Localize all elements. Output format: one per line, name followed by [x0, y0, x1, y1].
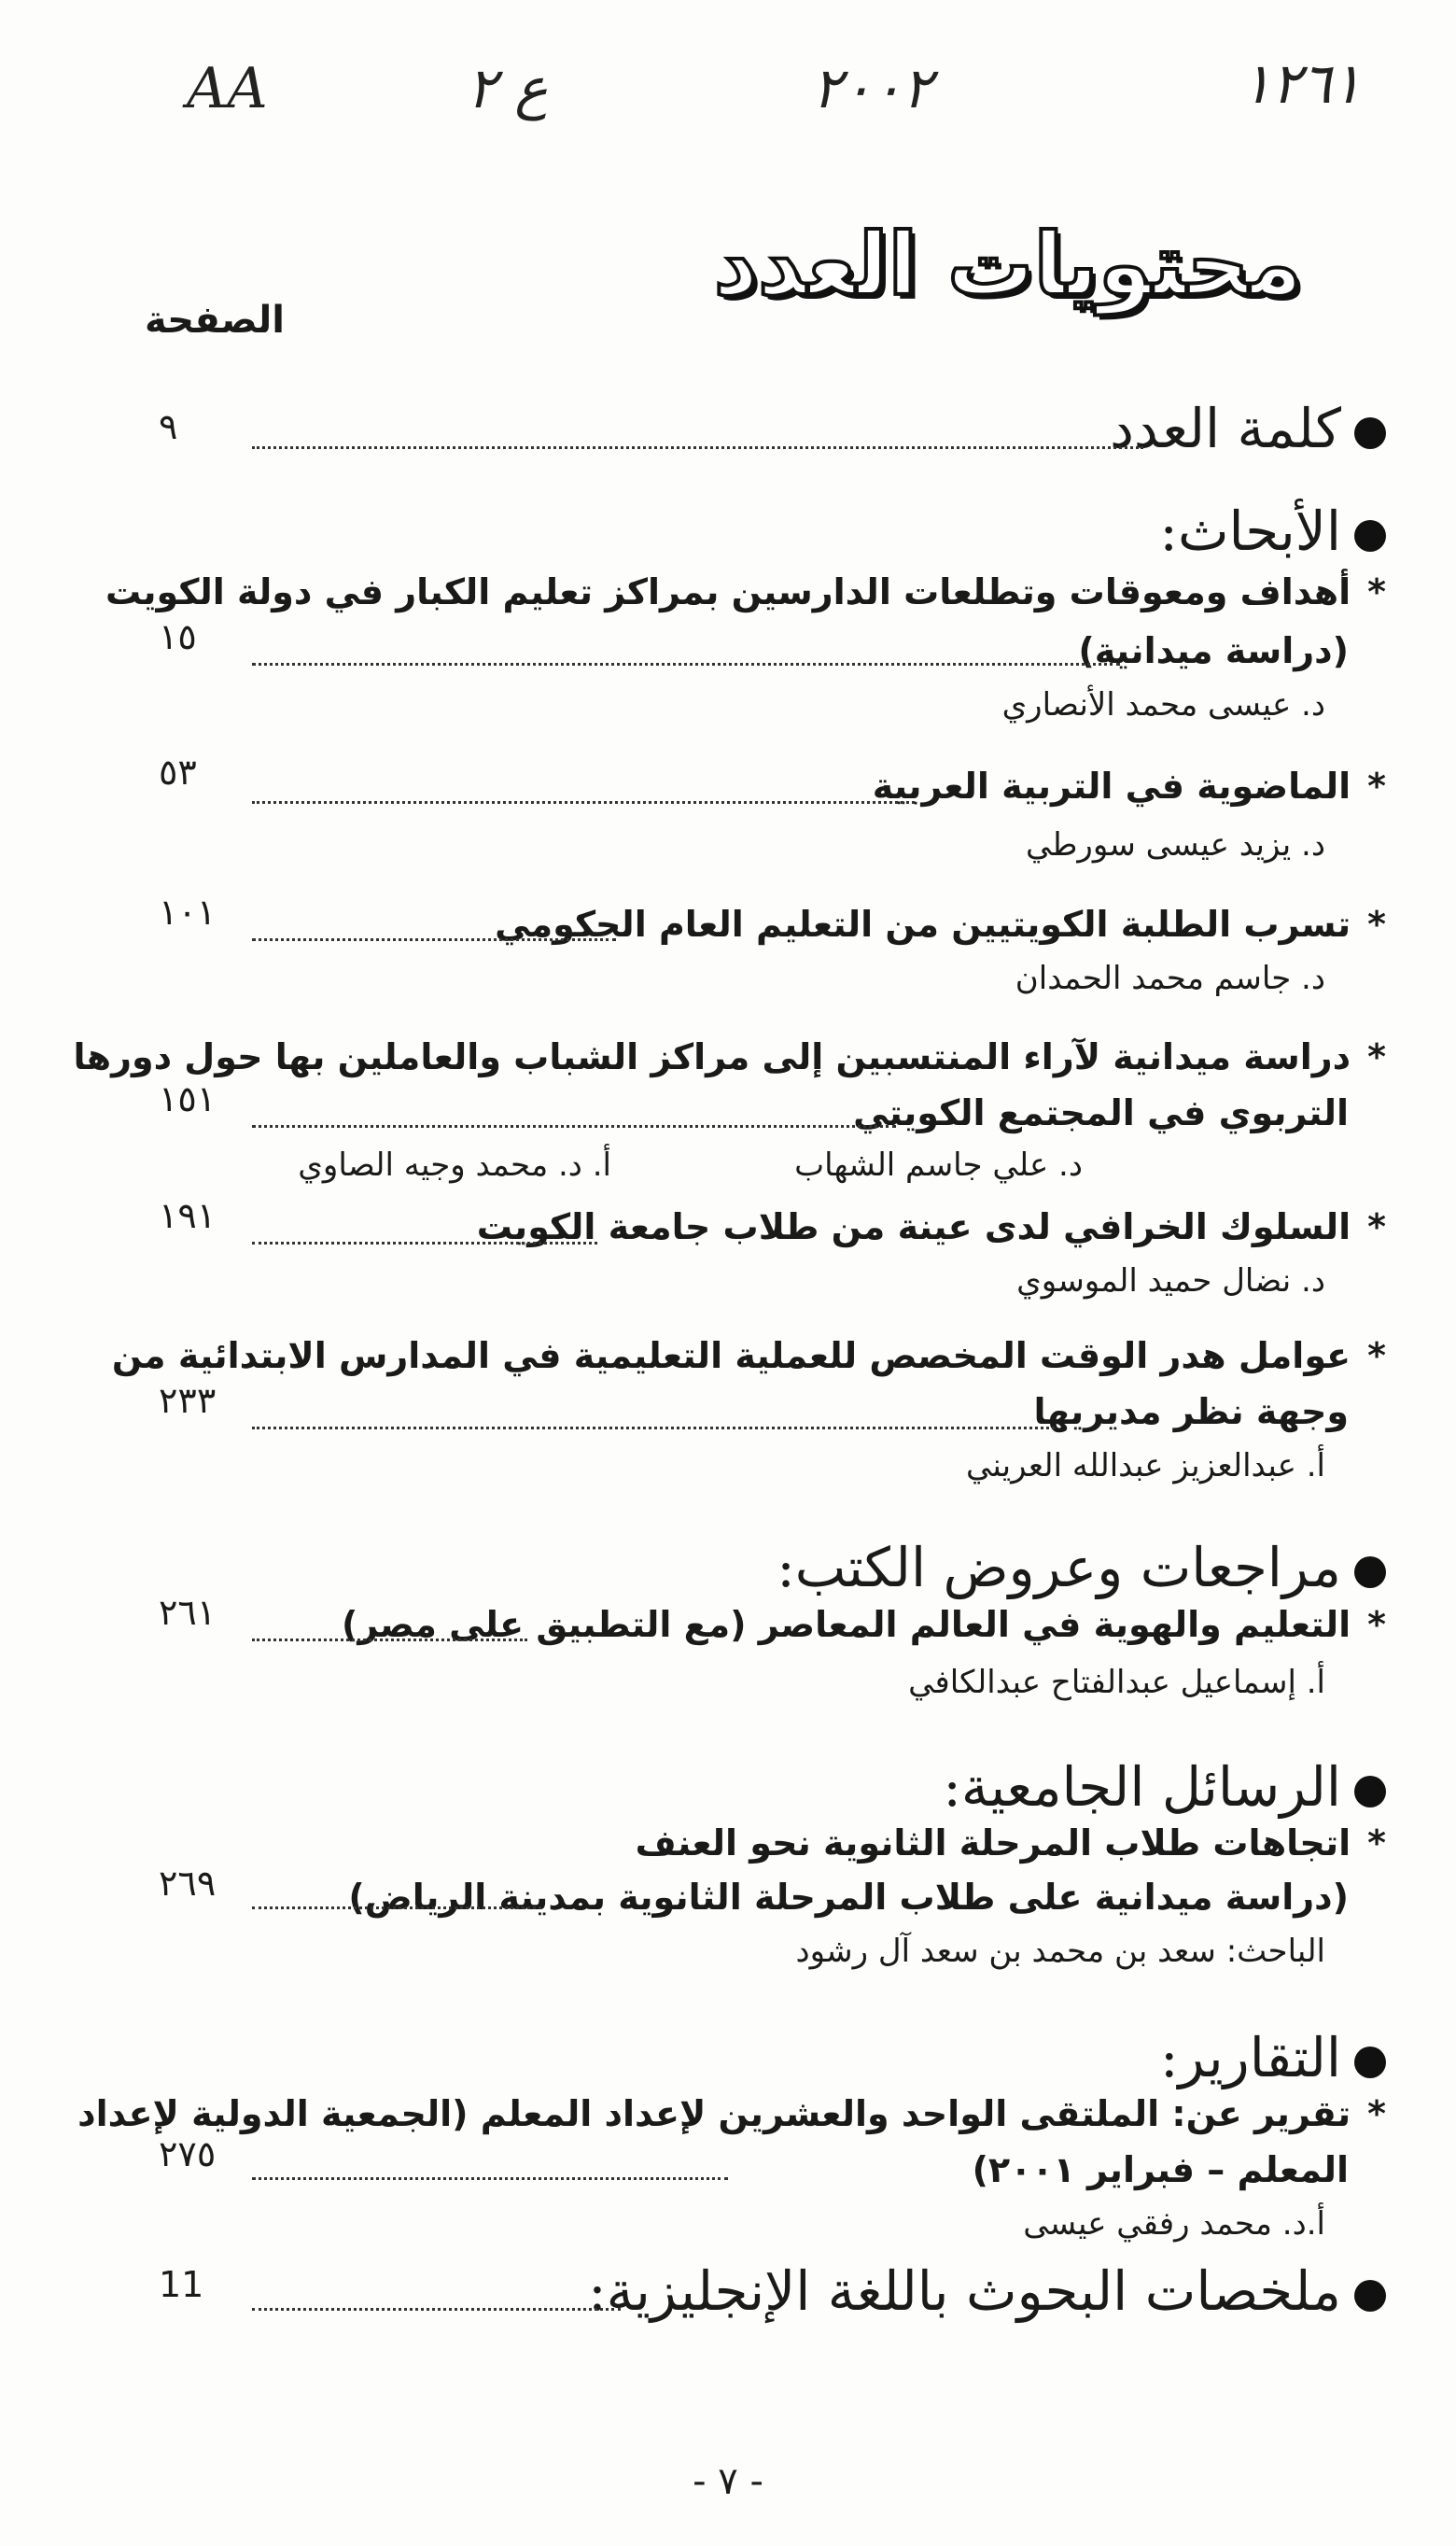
- bullet-icon: [1354, 2047, 1386, 2078]
- theses-heading: الرسائل الجامعية:: [943, 1755, 1386, 1819]
- research-item-4[interactable]: *دراسة ميدانية لآراء المنتسبين إلى مراكز الشباب والعاملين بها حول دورها: [73, 1036, 1386, 1077]
- page-title: محتويات العدد: [713, 215, 1303, 315]
- page-ref: ٢٣٣: [159, 1380, 217, 1421]
- leader-dots: [252, 1242, 597, 1245]
- leader-dots: [252, 801, 915, 804]
- page-ref: 11: [159, 2264, 204, 2305]
- handwritten-year: ٢٠٠٢: [812, 56, 932, 121]
- author: د. عيسى محمد الأنصاري: [1001, 686, 1325, 724]
- leader-dots: [252, 1639, 527, 1641]
- page-ref: ٥٣: [159, 752, 197, 793]
- thesis-item-1[interactable]: *اتجاهات طلاب المرحلة الثانوية نحو العنف: [635, 1822, 1386, 1864]
- reports-heading: التقارير:: [1160, 2026, 1386, 2089]
- author: الباحث: سعد بن محمد بن سعد آل رشود: [795, 1933, 1325, 1970]
- research-item-1-cont: (دراسة ميدانية): [1078, 630, 1349, 671]
- page-ref: ١٥١: [159, 1078, 217, 1119]
- handwritten-number-2: ع ٢: [467, 56, 549, 121]
- leader-dots: [252, 1906, 541, 1909]
- author: د. نضال حميد الموسوي: [1016, 1262, 1325, 1300]
- review-item-1[interactable]: *التعليم والهوية في العالم المعاصر (مع التطبيق على مصر): [341, 1604, 1386, 1645]
- leader-dots: [252, 1427, 1055, 1429]
- handwritten-number-1: AA: [187, 56, 268, 121]
- leader-dots: [252, 663, 1120, 666]
- leader-dots: [252, 1125, 896, 1128]
- research-item-4-cont: التربوي في المجتمع الكويتي: [853, 1092, 1349, 1133]
- author: د. جاسم محمد الحمدان: [1015, 960, 1325, 997]
- editorial-heading[interactable]: كلمة العدد: [1110, 397, 1386, 460]
- leader-dots: [252, 2177, 728, 2180]
- page-ref: ١٥: [159, 616, 197, 657]
- page-ref: ٢٧٥: [159, 2133, 217, 2174]
- author: أ. عبدالعزيز عبدالله العريني: [966, 1447, 1325, 1484]
- page-ref: ٢٦١: [159, 1592, 217, 1633]
- page-column-label: الصفحة: [145, 299, 286, 342]
- abstracts-heading[interactable]: ملخصات البحوث باللغة الإنجليزية:: [588, 2259, 1386, 2323]
- page-ref: ١٠١: [159, 892, 217, 933]
- bullet-icon: [1354, 520, 1386, 552]
- thesis-item-1-cont: (دراسة ميدانية على طلاب المرحلة الثانوية بمدينة الرياض): [348, 1877, 1349, 1918]
- bullet-icon: [1354, 417, 1386, 449]
- bullet-icon: [1354, 1776, 1386, 1808]
- author: د. علي جاسم الشهاب: [794, 1146, 1083, 1184]
- page-ref: ٩: [159, 406, 178, 447]
- research-item-5[interactable]: *السلوك الخرافي لدى عينة من طلاب جامعة الكويت: [476, 1206, 1386, 1247]
- research-item-6-cont: وجهة نظر مديريها: [1033, 1391, 1349, 1432]
- leader-dots: [252, 446, 1143, 449]
- leader-dots: [252, 2308, 621, 2311]
- page-number: - ٧ -: [693, 2460, 763, 2503]
- author: أ.د. محمد رفقي عيسى: [1023, 2205, 1325, 2243]
- page-ref: ١٩١: [159, 1195, 217, 1236]
- research-heading: الأبحاث:: [1159, 499, 1386, 563]
- author: أ. إسماعيل عبدالفتاح عبدالكافي: [908, 1664, 1325, 1701]
- research-item-2[interactable]: *الماضوية في التربية العربية: [872, 766, 1386, 807]
- bullet-icon: [1354, 1556, 1386, 1588]
- research-item-6[interactable]: *عوامل هدر الوقت المخصص للعملية التعليمية في المدارس الابتدائية من: [111, 1335, 1386, 1376]
- leader-dots: [252, 938, 616, 941]
- author: د. يزيد عيسى سورطي: [1026, 826, 1325, 864]
- bullet-icon: [1354, 2280, 1386, 2312]
- handwritten-code: ١٢٦١: [1241, 51, 1362, 117]
- author-2: أ. د. محمد وجيه الصاوي: [298, 1146, 611, 1184]
- report-item-1[interactable]: *تقرير عن: الملتقى الواحد والعشرين لإعداد المعلم (الجمعية الدولية لإعداد: [77, 2093, 1386, 2134]
- page-ref: ٢٦٩: [159, 1863, 217, 1904]
- reviews-heading: مراجعات وعروض الكتب:: [777, 1536, 1386, 1599]
- report-item-1-cont: المعلم – فبراير ٢٠٠١): [972, 2149, 1349, 2190]
- research-item-3[interactable]: *تسرب الطلبة الكويتيين من التعليم العام الحكومي: [495, 904, 1386, 945]
- research-item-1[interactable]: *أهداف ومعوقات وتطلعات الدارسين بمراكز تعليم الكبار في دولة الكويت: [105, 571, 1386, 612]
